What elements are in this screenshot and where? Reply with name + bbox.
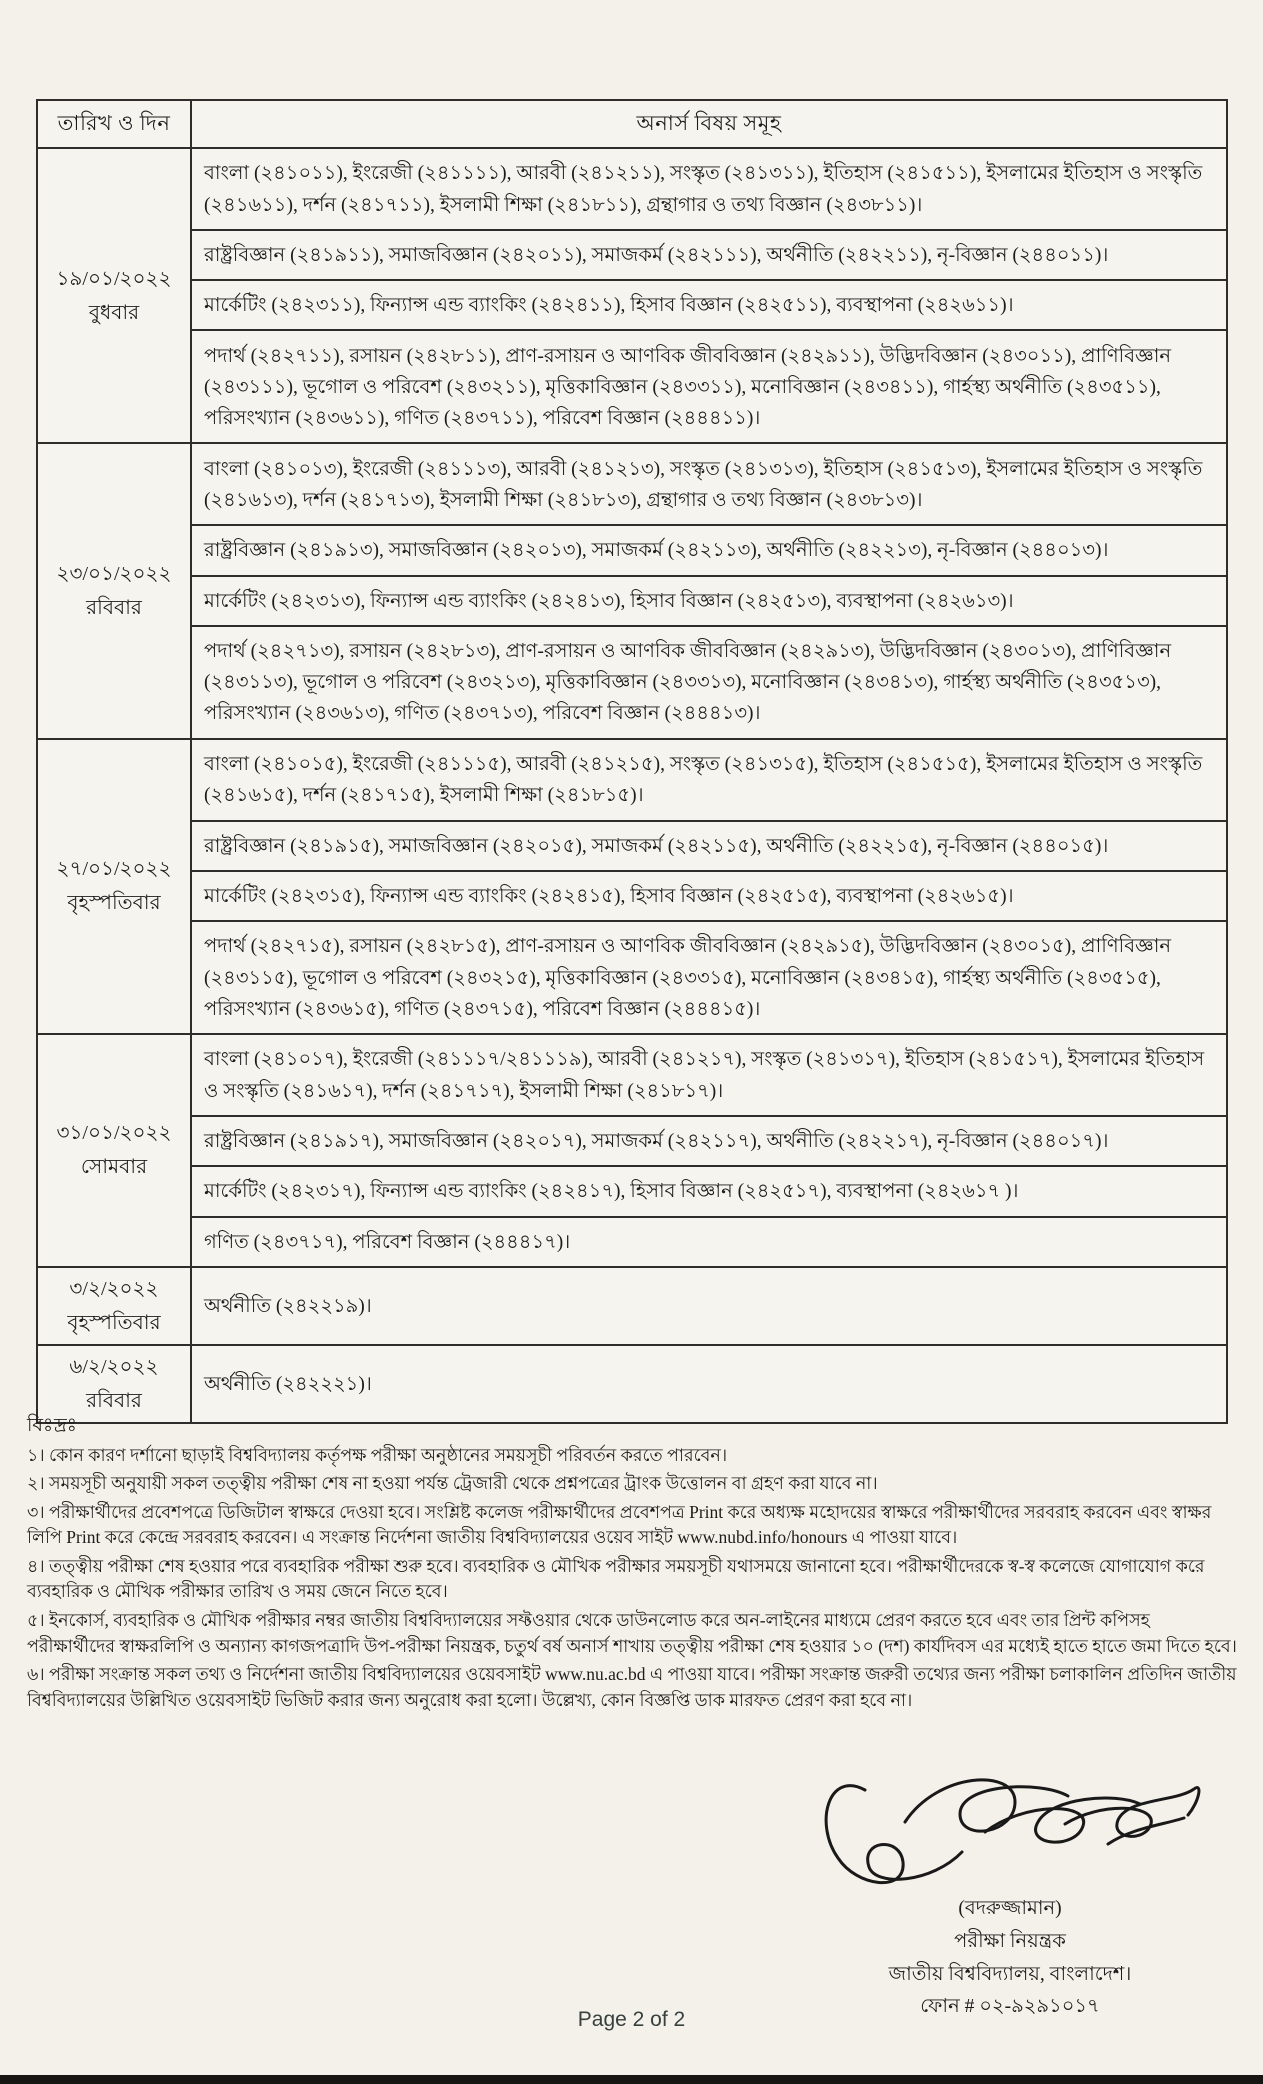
page-number: Page 2 of 2 [577,2008,686,2031]
signatory-phone: ফোন # ০২-৯২৯১০১৭ [920,1996,1100,2018]
subjects-cell: বাংলা (২৪১০১৩), ইংরেজী (২৪১১১৩), আরবী (২৪১২১৩), সংস্কৃত (২৪১৩১৩), ইতিহাস (২৪১৫১৩), ইসলামের ইতিহাস ও সংস্কৃতি (২৪১৬১৩), দর্শন (২৪১৭১৩), ইসলামী শিক্ষা (২৪১৮১৩), গ্রন্থাগার ও তথ্য বিজ্ঞান (২৪৩৮১৩)। [191,443,1227,525]
scan-edge-bar [0,2075,1263,2084]
subjects-cell: মার্কেটিং (২৪২৩১৭), ফিন্যান্স এন্ড ব্যাংকিং (২৪২৪১৭), হিসাব বিজ্ঞান (২৪২৫১৭), ব্যবস্থাপনা (২৪২৬১৭ )। [191,1166,1227,1216]
signatory-org: জাতীয় বিশ্ববিদ্যালয়, বাংলাদেশ। [888,1963,1132,1985]
table-row [37,821,1227,871]
date-cell [37,1345,191,1423]
table-row [37,1034,1227,1116]
date-cell [37,739,191,1034]
table-row [37,1345,1227,1423]
table-row [37,1116,1227,1166]
subjects-cell: রাষ্ট্রবিজ্ঞান (২৪১৯১৭), সমাজবিজ্ঞান (২৪২০১৭), সমাজকর্ম (২৪২১১৭), অর্থনীতি (২৪২২১৭), নৃ-বিজ্ঞান (২৪৪০১৭)। [191,1116,1227,1166]
date-cell [37,148,191,443]
signatory-title: পরীক্ষা নিয়ন্ত্রক [954,1930,1066,1952]
note-item-1: ১। কোন কারণ দর্শানো ছাড়াই বিশ্ববিদ্যালয় কর্তৃপক্ষ পরীক্ষা অনুষ্ঠানের সময়সূচী পরিবর্তন করতে পারবেন। [27,1444,728,1465]
exam-day: বৃহস্পতিবার [67,892,161,915]
exam-schedule-table [36,99,1228,1424]
subjects-cell: পদার্থ (২৪২৭১১), রসায়ন (২৪২৮১১), প্রাণ-রসায়ন ও আণবিক জীববিজ্ঞান (২৪২৯১১), উদ্ভিদবিজ্ঞান (২৪৩০১১), প্রাণিবিজ্ঞান (২৪৩১১১), ভূগোল ও পরিবেশ (২৪৩২১১), মৃত্তিকাবিজ্ঞান (২৪৩৩১১), মনোবিজ্ঞান (২৪৩৪১১), গার্হস্থ্য অর্থনীতি (২৪৩৫১১), পরিসংখ্যান (২৪৩৬১১), গণিত (২৪৩৭১১), পরিবেশ বিজ্ঞান (২৪৪৪১১)। [191,330,1227,443]
table-row [37,148,1227,230]
subjects-cell: অর্থনীতি (২৪২২২১)। [191,1345,1227,1423]
signature-block [790,1762,1230,2024]
signature-scribble [810,1762,1210,1907]
note-item-6: ৬। পরীক্ষা সংক্রান্ত সকল তথ্য ও নির্দেশনা জাতীয় বিশ্ববিদ্যালয়ের ওয়েবসাইট www.nu.ac.bd এ পাওয়া যাবে। পরীক্ষা সংক্রান্ত জরুরী তথ্যের জন্য পরীক্ষা চলাকালিন প্রতিদিন জাতীয় বিশ্ববিদ্যালয়ের উল্লিখিত ওয়েবসাইট ভিজিট করার জন্য অনুরোধ করা হলো। উল্লেখ্য, কোন বিজ্ঞপ্তি ডাক মারফত প্রেরণ করা হবে না। [27,1664,1237,1710]
date-cell [37,443,191,738]
subjects-cell: বাংলা (২৪১০১৭), ইংরেজী (২৪১১১৭/২৪১১১৯), আরবী (২৪১২১৭), সংস্কৃত (২৪১৩১৭), ইতিহাস (২৪১৫১৭), ইসলামের ইতিহাস ও সংস্কৃতি (২৪১৬১৭), দর্শন (২৪১৭১৭), ইসলামী শিক্ষা (২৪১৮১৭)। [191,1034,1227,1116]
date-cell [37,1034,191,1267]
table-row [37,525,1227,575]
exam-day: রবিবার [86,597,142,620]
exam-date: ৩১/০১/২০২২ [56,1122,172,1145]
notes-section [27,1412,1239,1716]
table-row [37,1217,1227,1267]
exam-date: ৩/২/২০২২ [69,1277,159,1300]
table-row [37,921,1227,1034]
table-row [37,626,1227,739]
exam-day: রবিবার [86,1389,142,1412]
header-date: তারিখ ও দিন [37,100,191,148]
notes-heading: বিঃদ্রঃ [27,1415,78,1436]
subjects-cell: মার্কেটিং (২৪২৩১৫), ফিন্যান্স এন্ড ব্যাংকিং (২৪২৪১৫), হিসাব বিজ্ঞান (২৪২৫১৫), ব্যবস্থাপনা (২৪২৬১৫)। [191,871,1227,921]
exam-date: ২৩/০১/২০২২ [56,563,172,586]
subjects-cell: পদার্থ (২৪২৭১৫), রসায়ন (২৪২৮১৫), প্রাণ-রসায়ন ও আণবিক জীববিজ্ঞান (২৪২৯১৫), উদ্ভিদবিজ্ঞান (২৪৩০১৫), প্রাণিবিজ্ঞান (২৪৩১১৫), ভূগোল ও পরিবেশ (২৪৩২১৫), মৃত্তিকাবিজ্ঞান (২৪৩৩১৫), মনোবিজ্ঞান (২৪৩৪১৫), গার্হস্থ্য অর্থনীতি (২৪৩৫১৫), পরিসংখ্যান (২৪৩৬১৫), গণিত (২৪৩৭১৫), পরিবেশ বিজ্ঞান (২৪৪৪১৫)। [191,921,1227,1034]
subjects-cell: বাংলা (২৪১০১৫), ইংরেজী (২৪১১১৫), আরবী (২৪১২১৫), সংস্কৃত (২৪১৩১৫), ইতিহাস (২৪১৫১৫), ইসলামের ইতিহাস ও সংস্কৃতি (২৪১৬১৫), দর্শন (২৪১৭১৫), ইসলামী শিক্ষা (২৪১৮১৫)। [191,739,1227,821]
subjects-cell: রাষ্ট্রবিজ্ঞান (২৪১৯১৩), সমাজবিজ্ঞান (২৪২০১৩), সমাজকর্ম (২৪২১১৩), অর্থনীতি (২৪২২১৩), নৃ-বিজ্ঞান (২৪৪০১৩)। [191,525,1227,575]
table-row [37,443,1227,525]
table-row [37,280,1227,330]
table-row [37,330,1227,443]
exam-date: ১৯/০১/২০২২ [56,267,172,290]
subjects-cell: মার্কেটিং (২৪২৩১৩), ফিন্যান্স এন্ড ব্যাংকিং (২৪২৪১৩), হিসাব বিজ্ঞান (২৪২৫১৩), ব্যবস্থাপনা (২৪২৬১৩)। [191,576,1227,626]
exam-date: ২৭/০১/২০২২ [56,858,172,881]
exam-day: বুধবার [88,301,140,324]
signatory-name: (বদরুজ্জামান) [958,1898,1062,1919]
note-item-4: ৪। তত্ত্বীয় পরীক্ষা শেষ হওয়ার পরে ব্যবহারিক পরীক্ষা শুরু হবে। ব্যবহারিক ও মৌখিক পরীক্ষার সময়সূচী যথাসময়ে জানানো হবে। পরীক্ষার্থীদেরকে স্ব-স্ব কলেজে যোগাযোগ করে ব্যবহারিক ও মৌখিক পরীক্ষার তারিখ ও সময় জেনে নিতে হবে। [27,1555,1205,1602]
exam-day: সোমবার [80,1156,148,1179]
note-item-3: ৩। পরীক্ষার্থীদের প্রবেশপত্রে ডিজিটাল স্বাক্ষরে দেওয়া হবে। সংশ্লিষ্ট কলেজ পরীক্ষার্থীদের প্রবেশপত্র Print করে অধ্যক্ষ মহোদয়ের স্বাক্ষরে পরীক্ষার্থীদের সরবরাহ করবেন এবং স্বাক্ষর লিপি Print করে কেন্দ্রে সরবরাহ করবেন। এ সংক্রান্ত নির্দেশনা জাতীয় বিশ্ববিদ্যালয়ের ওয়েব সাইট www.nubd.info/honours এ পাওয়া যাবে। [27,1501,1212,1548]
table-row [37,1166,1227,1216]
subjects-cell: বাংলা (২৪১০১১), ইংরেজী (২৪১১১১), আরবী (২৪১২১১), সংস্কৃত (২৪১৩১১), ইতিহাস (২৪১৫১১), ইসলামের ইতিহাস ও সংস্কৃতি (২৪১৬১১), দর্শন (২৪১৭১১), ইসলামী শিক্ষা (২৪১৮১১), গ্রন্থাগার ও তথ্য বিজ্ঞান (২৪৩৮১১)। [191,148,1227,230]
subjects-cell: গণিত (২৪৩৭১৭), পরিবেশ বিজ্ঞান (২৪৪৪১৭)। [191,1217,1227,1267]
header-subjects: অনার্স বিষয় সমূহ [191,100,1227,148]
table-row [37,1267,1227,1345]
table-row [37,230,1227,280]
exam-day: বৃহস্পতিবার [67,1311,161,1334]
subjects-cell: পদার্থ (২৪২৭১৩), রসায়ন (২৪২৮১৩), প্রাণ-রসায়ন ও আণবিক জীববিজ্ঞান (২৪২৯১৩), উদ্ভিদবিজ্ঞান (২৪৩০১৩), প্রাণিবিজ্ঞান (২৪৩১১৩), ভূগোল ও পরিবেশ (২৪৩২১৩), মৃত্তিকাবিজ্ঞান (২৪৩৩১৩), মনোবিজ্ঞান (২৪৩৪১৩), গার্হস্থ্য অর্থনীতি (২৪৩৫১৩), পরিসংখ্যান (২৪৩৬১৩), গণিত (২৪৩৭১৩), পরিবেশ বিজ্ঞান (২৪৪৪১৩)। [191,626,1227,739]
subjects-cell: রাষ্ট্রবিজ্ঞান (২৪১৯১৫), সমাজবিজ্ঞান (২৪২০১৫), সমাজকর্ম (২৪২১১৫), অর্থনীতি (২৪২২১৫), নৃ-বিজ্ঞান (২৪৪০১৫)। [191,821,1227,871]
date-cell [37,1267,191,1345]
table-row [37,739,1227,821]
subjects-cell: অর্থনীতি (২৪২২১৯)। [191,1267,1227,1345]
note-item-2: ২। সময়সূচী অনুযায়ী সকল তত্ত্বীয় পরীক্ষা শেষ না হওয়া পর্যন্ত ট্রেজারী থেকে প্রশ্নপত্রের ট্রাংক উত্তোলন বা গ্রহণ করা যাবে না। [27,1473,878,1494]
table-row [37,871,1227,921]
subjects-cell: রাষ্ট্রবিজ্ঞান (২৪১৯১১), সমাজবিজ্ঞান (২৪২০১১), সমাজকর্ম (২৪২১১১), অর্থনীতি (২৪২২১১), নৃ-বিজ্ঞান (২৪৪০১১)। [191,230,1227,280]
table-header-row [37,100,1227,148]
exam-date: ৬/২/২০২২ [69,1355,159,1378]
table-row [37,576,1227,626]
subjects-cell: মার্কেটিং (২৪২৩১১), ফিন্যান্স এন্ড ব্যাংকিং (২৪২৪১১), হিসাব বিজ্ঞান (২৪২৫১১), ব্যবস্থাপনা (২৪২৬১১)। [191,280,1227,330]
note-item-5: ৫। ইনকোর্স, ব্যবহারিক ও মৌখিক পরীক্ষার নম্বর জাতীয় বিশ্ববিদ্যালয়ের সফ্টওয়ার থেকে ডাউনলোড করে অন-লাইনের মাধ্যমে প্রেরণ করতে হবে এবং তার প্রিন্ট কপিসহ পরীক্ষার্থীদের স্বাক্ষরলিপি ও অন্যান্য কাগজপত্রাদি উপ-পরীক্ষা নিয়ন্ত্রক, চতুর্থ বর্ষ অনার্স শাখায় তত্ত্বীয় পরীক্ষা শেষ হওয়ার ১০ (দশ) কার্যদিবস এর মধ্যেই হাতে হাতে জমা দিতে হবে। [27,1610,1237,1656]
